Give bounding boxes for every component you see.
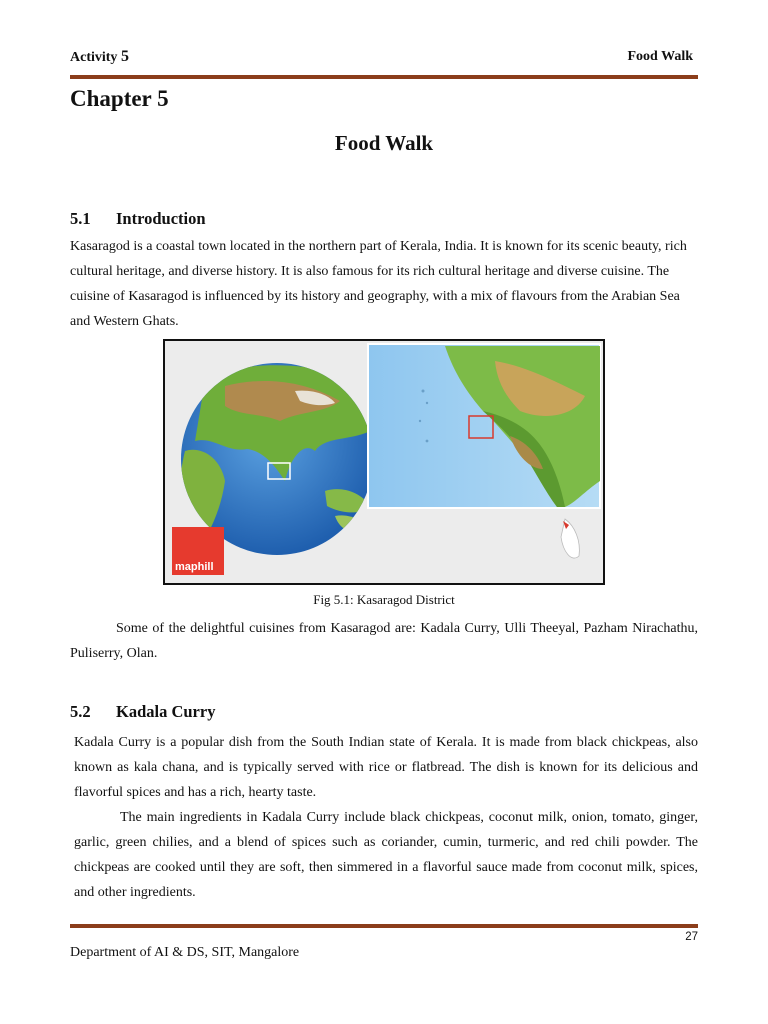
paragraph-kadala-curry-ingredients: The main ingredients in Kadala Curry include black chickpeas, coconut milk, onion, tomato, ginger, garlic, green chilies, and a blend of spices such as coriander, cumin, turmeric, and red chili powder. The chickpeas are cooked until they are soft, then simmered in a flavorful sauce made from coconut milk, spices, and other ingredients. xyxy=(74,810,698,900)
page-number: 27 xyxy=(685,931,698,943)
header-rule xyxy=(70,75,698,79)
section-heading-introduction xyxy=(70,209,206,229)
header-activity xyxy=(70,48,129,66)
map-figure xyxy=(163,339,605,585)
footer-rule xyxy=(70,924,698,928)
paragraph-kadala-curry-intro: Kadala Curry is a popular dish from the South Indian state of Kerala. It is made from black chickpeas, also known as kala chana, and is typically served with rice or flatbread. The dish is known for its delicious and flavorful spices and has a rich, hearty taste. xyxy=(74,735,698,800)
section-number: 5.2 xyxy=(70,702,91,721)
header-title: Food Walk xyxy=(627,49,693,64)
paragraph-cuisines: Some of the delightful cuisines from Kasaragod are: Kadala Curry, Ulli Theeyal, Pazham Nirachathu, Puliserry, Olan. xyxy=(70,621,698,661)
section-title: Introduction xyxy=(116,209,206,228)
paragraph-introduction: Kasaragod is a coastal town located in the northern part of Kerala, India. It is known for its scenic beauty, rich cultural heritage, and diverse history. It is also famous for its rich cultural heritage and diverse cuisine. The cuisine of Kasaragod is influenced by its history and geography, with a mix of flavours from the Arabian Sea and Western Ghats. xyxy=(70,239,687,329)
activity-number: 5 xyxy=(120,48,129,65)
section-title: Kadala Curry xyxy=(116,702,216,721)
chapter-title: Food Walk xyxy=(334,131,434,155)
footer-department: Department of AI & DS, SIT, Mangalore xyxy=(70,945,300,960)
maphill-logo-text: maphill xyxy=(175,561,214,573)
activity-label: Activity xyxy=(70,50,118,65)
figure-caption: Fig 5.1: Kasaragod District xyxy=(313,592,455,607)
chapter-label: Chapter 5 xyxy=(70,86,169,111)
kasaragod-map-image xyxy=(165,341,603,583)
section-number: 5.1 xyxy=(70,209,91,228)
section-heading-kadala-curry xyxy=(70,702,215,722)
